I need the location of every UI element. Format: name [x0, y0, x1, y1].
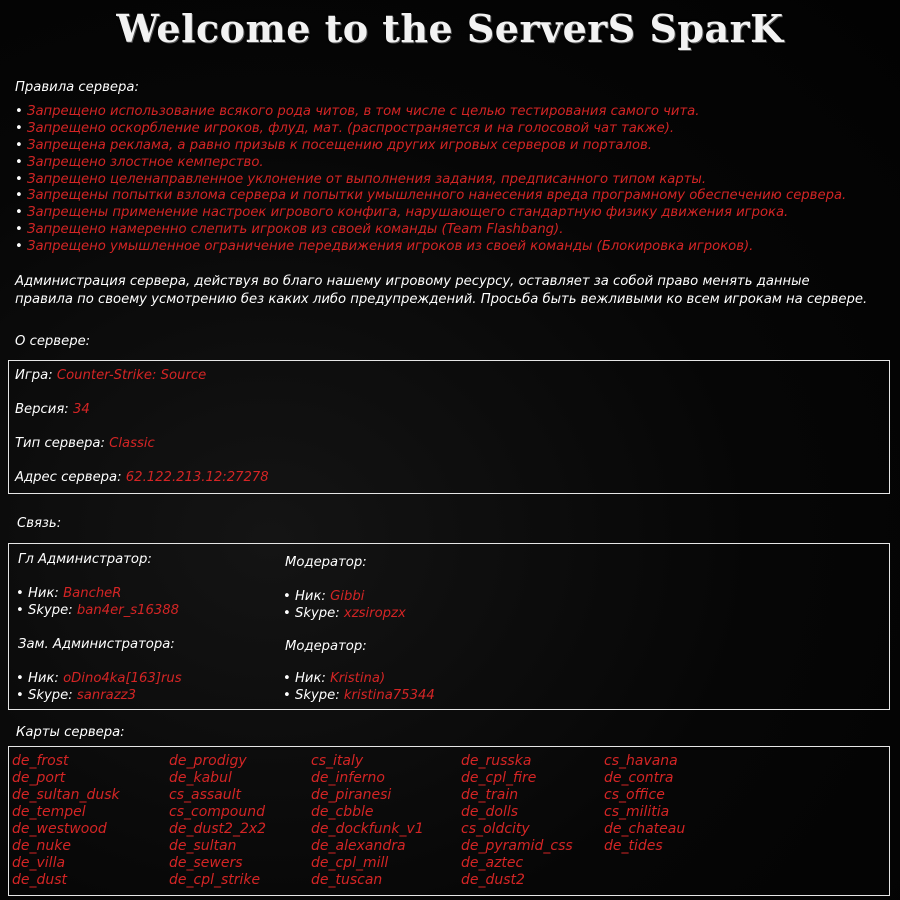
- contact-skype[interactable]: ban4er_s16388: [76, 603, 180, 618]
- map-item: de_sewers: [169, 855, 243, 871]
- contact-nick: Gibbi: [330, 589, 365, 604]
- rule-text: Запрещена реклама, а равно призыв к посещению других игровых серверов и порталов.: [26, 137, 652, 153]
- notice-line: Администрация сервера, действуя во благо нашему игровому ресурсу, оставляет за собой право менять данные: [15, 274, 810, 289]
- map-item: de_sultan_dusk: [12, 787, 120, 803]
- server-type-value: Classic: [109, 436, 155, 451]
- map-item: de_dust: [12, 872, 68, 888]
- skype-label: • Skype:: [16, 603, 73, 618]
- bullet-icon: •: [15, 239, 23, 255]
- map-item: cs_militia: [604, 804, 670, 820]
- map-item: de_piranesi: [311, 787, 392, 803]
- skype-label: • Skype:: [283, 688, 340, 703]
- notice-line: правила по своему усмотрению без каких либо предупреждений. Просьба быть вежливыми ко всем игрокам на сервере.: [15, 291, 868, 307]
- map-item: de_kabul: [169, 770, 232, 786]
- game-row: [15, 368, 206, 383]
- rule-text: Запрещено оскорбление игроков, флуд, мат. (распространяется и на голосовой чат также).: [26, 120, 675, 136]
- map-item: de_cpl_mill: [311, 855, 389, 871]
- contact-nick-row: [283, 670, 385, 687]
- nick-label: • Ник:: [283, 589, 326, 604]
- map-item: de_port: [12, 770, 66, 786]
- map-item: de_cpl_fire: [461, 770, 537, 786]
- skype-label: • Skype:: [283, 606, 340, 621]
- server-type-row: [15, 436, 155, 451]
- rule-text: Запрещены попытки взлома сервера и попытки умышленного нанесения вреда програмному обеспечению сервера.: [26, 188, 847, 204]
- server-type-label: Тип сервера:: [15, 436, 105, 451]
- contact-role: Модератор:: [285, 555, 367, 570]
- contact-skype[interactable]: kristina75344: [343, 688, 435, 703]
- contact-skype-row: [283, 605, 406, 622]
- rule-item: [15, 104, 846, 121]
- map-item: cs_oldcity: [461, 821, 530, 837]
- map-item: de_alexandra: [311, 838, 406, 854]
- nick-label: • Ник:: [283, 671, 326, 686]
- server-address-value[interactable]: 62.122.213.12:27278: [125, 470, 269, 485]
- map-item: de_tides: [604, 838, 663, 854]
- bullet-icon: •: [15, 205, 23, 221]
- map-item: de_dust2: [461, 872, 525, 888]
- bullet-icon: •: [15, 171, 23, 187]
- map-item: de_cbble: [311, 804, 374, 820]
- skype-label: • Skype:: [16, 688, 73, 703]
- rule-text: Запрещено злостное кемперство.: [26, 154, 264, 170]
- map-item: cs_office: [604, 787, 665, 803]
- map-item: de_nuke: [12, 838, 71, 854]
- rule-text: Запрещено целенаправленное уклонение от выполнения задания, предписанного типом карты.: [26, 171, 707, 187]
- map-item: de_inferno: [311, 770, 385, 786]
- nick-label: • Ник:: [16, 671, 59, 686]
- rule-text: Запрещено умышленное ограничение передвижения игроков из своей команды (Блокировка игроков).: [26, 239, 754, 255]
- server-address-label: Адрес сервера:: [15, 470, 122, 485]
- map-item: de_westwood: [12, 821, 107, 837]
- maps-column: [311, 753, 424, 889]
- rule-item: [15, 138, 846, 155]
- contact-role: Зам. Администратора:: [18, 637, 175, 652]
- map-item: de_aztec: [461, 855, 524, 871]
- bullet-icon: •: [15, 154, 23, 170]
- server-address-row: [15, 470, 269, 485]
- map-item: de_frost: [12, 753, 69, 769]
- map-item: cs_italy: [311, 753, 364, 769]
- map-item: cs_assault: [169, 787, 241, 803]
- contact-nick-row: [16, 585, 121, 602]
- rules-list: [15, 104, 846, 256]
- bullet-icon: •: [15, 222, 23, 238]
- map-item: de_cpl_strike: [169, 872, 261, 888]
- maps-column: [169, 753, 266, 889]
- map-item: cs_compound: [169, 804, 265, 820]
- maps-column: [12, 753, 120, 889]
- rule-item: [15, 172, 846, 189]
- bullet-icon: •: [15, 188, 23, 204]
- bullet-icon: •: [15, 104, 23, 119]
- map-item: de_train: [461, 787, 519, 803]
- game-value: Counter-Strike: Source: [56, 368, 207, 383]
- maps-panel: [8, 746, 890, 896]
- contact-nick: BancheR: [63, 586, 122, 601]
- version-value: 34: [72, 402, 90, 417]
- bullet-icon: •: [15, 137, 23, 153]
- rule-item: [15, 188, 846, 205]
- about-heading: О сервере:: [15, 334, 91, 349]
- contact-skype-row: [16, 602, 179, 619]
- rule-item: [15, 121, 846, 138]
- rule-text: Запрещено намеренно слепить игроков из своей команды (Team Flashbang).: [26, 222, 564, 238]
- rule-text: Запрещено использование всякого рода читов, в том числе с целью тестирования самого чита.: [26, 104, 700, 119]
- contact-role: Модератор:: [285, 639, 367, 654]
- map-item: de_tuscan: [311, 872, 383, 888]
- contact-nick-row: [283, 588, 364, 605]
- bullet-icon: •: [15, 120, 23, 136]
- contact-skype-row: [283, 687, 435, 704]
- about-panel: [8, 360, 890, 494]
- rules-heading: Правила сервера:: [15, 80, 139, 95]
- map-item: de_sultan: [169, 838, 237, 854]
- map-item: de_dust2_2x2: [169, 821, 267, 837]
- contact-role: Гл Администратор:: [18, 552, 152, 567]
- rule-item: [15, 155, 846, 172]
- rule-item: [15, 205, 846, 222]
- map-item: de_prodigy: [169, 753, 247, 769]
- nick-label: • Ник:: [16, 586, 59, 601]
- map-item: de_villa: [12, 855, 66, 871]
- map-item: de_chateau: [604, 821, 686, 837]
- maps-column: [461, 753, 573, 889]
- maps-column: [604, 753, 685, 855]
- rule-item: [15, 222, 846, 239]
- map-item: de_contra: [604, 770, 674, 786]
- version-row: [15, 402, 90, 417]
- map-item: de_pyramid_css: [461, 838, 573, 854]
- rule-text: Запрещены применение настроек игрового конфига, нарушающего стандартную физику движения игрока.: [26, 205, 789, 221]
- contact-skype[interactable]: xzsiropzx: [343, 606, 406, 621]
- map-item: de_tempel: [12, 804, 86, 820]
- map-item: cs_havana: [604, 753, 678, 769]
- page-title: Welcome to the ServerS SparK: [116, 6, 784, 51]
- map-item: de_russka: [461, 753, 532, 769]
- contact-nick-row: [16, 670, 182, 687]
- game-label: Игра:: [15, 368, 53, 383]
- contacts-heading: Связь:: [17, 516, 62, 531]
- contact-nick: Kristina): [330, 671, 386, 686]
- map-item: de_dockfunk_v1: [311, 821, 424, 837]
- map-item: de_dolls: [461, 804, 519, 820]
- rule-item: [15, 239, 846, 256]
- contact-skype[interactable]: sanrazz3: [76, 688, 136, 703]
- version-label: Версия:: [15, 402, 69, 417]
- maps-heading: Карты сервера:: [16, 725, 125, 740]
- contact-skype-row: [16, 687, 136, 704]
- contacts-panel: [8, 543, 890, 710]
- contact-nick: oDino4ka[163]rus: [63, 671, 182, 686]
- admin-notice: [15, 273, 885, 308]
